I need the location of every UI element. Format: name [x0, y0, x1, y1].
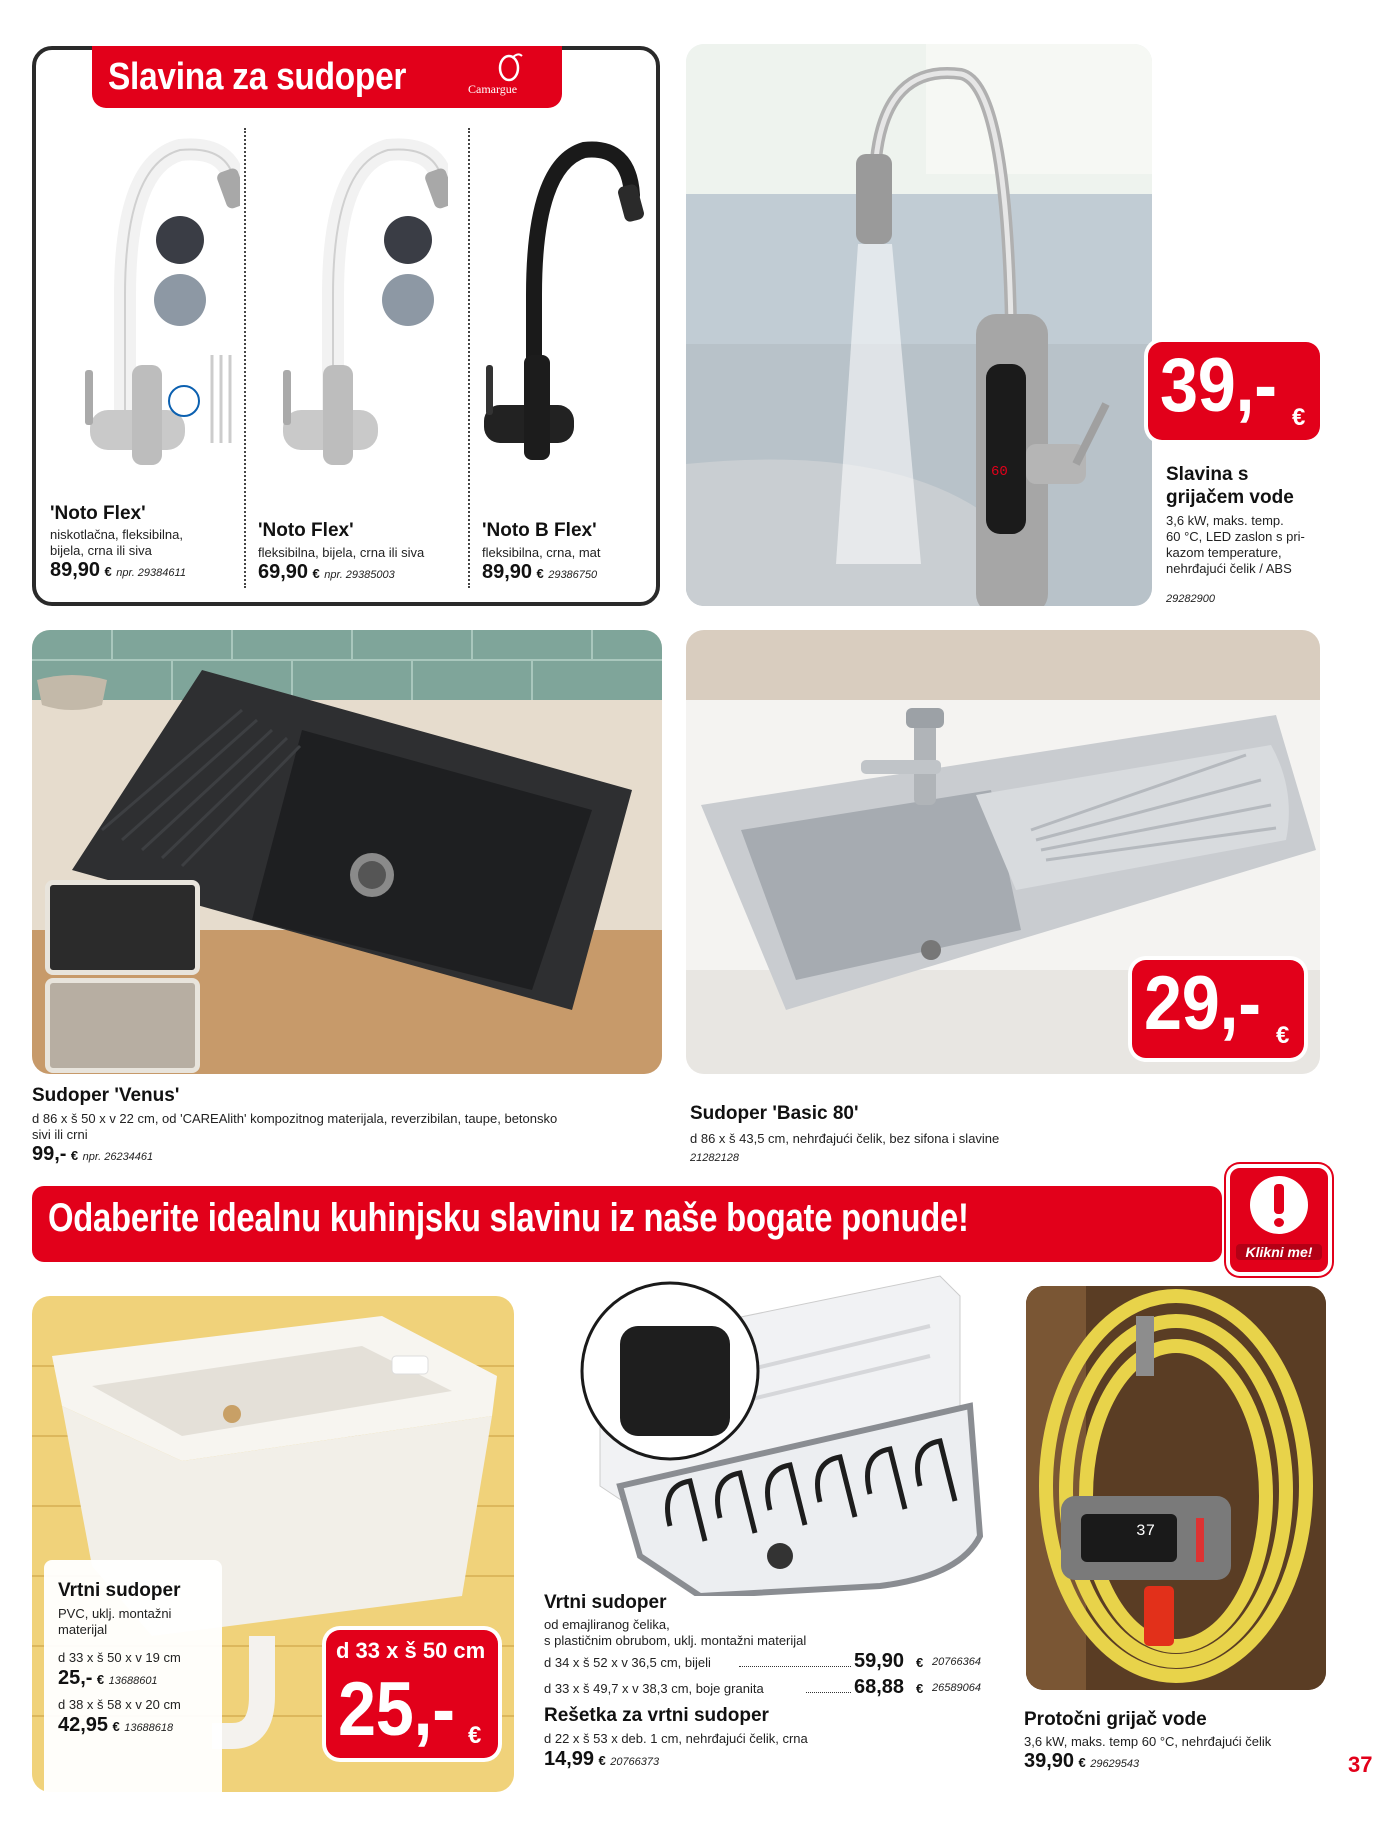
basic80-desc: d 86 x š 43,5 cm, nehrđajući čelik, bez sifona i slavine	[690, 1131, 1000, 1146]
basic80-name: Sudoper 'Basic 80'	[690, 1103, 859, 1124]
enamel-v1-price: 59,90	[854, 1650, 905, 1672]
faucet-3-price-row	[482, 561, 597, 584]
grid-name: Rešetka za vrtni sudoper	[544, 1705, 769, 1726]
enamel-v2-price: 68,88	[854, 1676, 905, 1698]
klikni-me-button[interactable]	[1226, 1164, 1332, 1276]
faucet-3-price: 89,90	[482, 561, 533, 583]
heater-desc-1: 3,6 kW, maks. temp.	[1166, 513, 1284, 528]
venus-sink-variant-taupe	[45, 978, 200, 1073]
faucet-white-2-image	[258, 125, 448, 465]
heater-desc-2: 60 °C, LED zaslon s pri-	[1166, 529, 1305, 544]
venus-currency: €	[70, 1148, 79, 1163]
faucet-1-name: 'Noto Flex'	[50, 503, 146, 524]
pvc-badge-currency: €	[468, 1722, 482, 1749]
faucet-2-desc-1: fleksibilna, bijela, crna ili siva	[258, 545, 425, 560]
enamel-name: Vrtni sudoper	[544, 1592, 667, 1613]
faucet-2-currency: €	[312, 566, 320, 581]
venus-price: 99,-	[32, 1143, 67, 1165]
faucet-3-art: 29386750	[548, 569, 598, 581]
pvc-v1-currency: €	[96, 1672, 105, 1687]
venus-name: Sudoper 'Venus'	[32, 1085, 180, 1106]
flow-heater-name: Protočni grijač vode	[1024, 1709, 1207, 1730]
camargue-brand-text: Camargue	[468, 82, 518, 96]
pvc-desc-1: PVC, uklj. montažni	[58, 1606, 172, 1621]
venus-desc-1: d 86 x š 50 x v 22 cm, od 'CAREAlith' kompozitnog materijala, reverzibilan, taupe, betonsko	[32, 1111, 558, 1126]
promo-banner-text: Odaberite idealnu kuhinjsku slavinu iz naše bogate ponude!	[48, 1196, 969, 1240]
flow-heater-desc: 3,6 kW, maks. temp 60 °C, nehrđajući čelik	[1024, 1734, 1272, 1749]
faucet-2-price-row	[258, 561, 395, 584]
faucet-2-name: 'Noto Flex'	[258, 520, 354, 541]
faucet-3-desc-1: fleksibilna, crna, mat	[482, 545, 601, 560]
faucet-2-art: npr. 29385003	[324, 569, 395, 581]
enamel-v1-art: 20766364	[932, 1656, 981, 1668]
enamel-desc-2: s plastičnim obrubom, uklj. montažni materijal	[544, 1633, 807, 1648]
klikni-me-label: Klikni me!	[1236, 1244, 1322, 1260]
faucet-banner-title: Slavina za sudoper	[108, 56, 407, 98]
enamel-v1-row	[544, 1650, 1004, 1672]
grid-art: 20766373	[610, 1756, 660, 1768]
basic80-badge-currency: €	[1276, 1022, 1290, 1049]
flow-heater-currency: €	[1078, 1755, 1086, 1770]
heater-faucet-photo	[686, 44, 1152, 606]
enamel-v2-dims: d 33 x š 49,7 x v 38,3 cm, boje granita	[544, 1681, 764, 1696]
enamel-v2-row	[544, 1676, 1004, 1698]
grid-price: 14,99	[544, 1748, 595, 1770]
pvc-v2-dims: d 38 x š 58 x v 20 cm	[58, 1697, 181, 1712]
pvc-v1-dims: d 33 x š 50 x v 19 cm	[58, 1650, 181, 1665]
flow-heater-price: 39,90	[1024, 1750, 1075, 1772]
faucet-2-price: 69,90	[258, 561, 309, 583]
venus-sink-variant-black	[45, 880, 200, 975]
pvc-name: Vrtni sudoper	[58, 1580, 181, 1601]
faucet-1-desc-2: bijela, crna ili siva	[50, 543, 152, 558]
pvc-v2-art: 13688618	[124, 1722, 174, 1734]
pvc-v2-price-row	[58, 1714, 173, 1737]
faucet-3-currency: €	[536, 566, 544, 581]
heater-badge-price: 39,-	[1160, 343, 1277, 428]
faucet-1-price: 89,90	[50, 559, 101, 581]
enamel-v2-art: 26589064	[932, 1682, 981, 1694]
grid-currency: €	[598, 1753, 606, 1768]
enamel-desc-1: od emajliranog čelika,	[544, 1617, 670, 1632]
enamel-v1-dims: d 34 x š 52 x v 36,5 cm, bijeli	[544, 1655, 711, 1670]
pvc-v1-art: 13688601	[108, 1675, 158, 1687]
low-pressure-badge-icon	[168, 385, 200, 417]
faucet-divider-1	[244, 128, 246, 588]
heater-art: 29282900	[1166, 593, 1215, 605]
heater-desc-3: kazom temperature,	[1166, 545, 1282, 560]
pvc-v2-currency: €	[112, 1719, 120, 1734]
heater-badge-currency: €	[1292, 404, 1306, 431]
flow-heater-photo	[1026, 1286, 1326, 1690]
pvc-desc-2: materijal	[58, 1622, 108, 1637]
heater-desc-4: nehrđajući čelik / ABS	[1166, 561, 1292, 576]
pvc-v1-price: 25,-	[58, 1667, 93, 1689]
pvc-v1-price-row	[58, 1667, 158, 1690]
venus-price-row	[32, 1143, 153, 1166]
pvc-v2-price: 42,95	[58, 1714, 109, 1736]
enamel-garden-sink-image	[580, 1256, 1000, 1596]
grid-price-row	[544, 1748, 659, 1771]
pvc-badge-dims: d 33 x š 50 cm	[336, 1638, 486, 1663]
page-number: 37	[1348, 1752, 1373, 1777]
heater-name-1: Slavina s	[1166, 464, 1249, 485]
venus-desc-2: sivi ili crni	[32, 1127, 88, 1142]
basic80-badge-price: 29,-	[1144, 961, 1261, 1046]
heater-name-2: grijačem vode	[1166, 487, 1294, 508]
grid-desc: d 22 x š 53 x deb. 1 cm, nehrđajući čelik, crna	[544, 1731, 808, 1746]
exclamation-icon	[1250, 1176, 1308, 1234]
hoses-image	[207, 355, 239, 445]
heater-display: 60	[991, 464, 1008, 480]
faucet-1-art: npr. 29384611	[116, 567, 186, 579]
faucet-1-desc-1: niskotlačna, fleksibilna,	[50, 527, 183, 542]
flow-heater-display: 37	[1136, 1522, 1156, 1540]
enamel-v2-currency: €	[916, 1681, 924, 1696]
enamel-v1-currency: €	[916, 1655, 924, 1670]
pvc-badge-price: 25,-	[338, 1667, 455, 1752]
flow-heater-price-row	[1024, 1750, 1139, 1773]
faucet-1-currency: €	[104, 564, 112, 579]
faucet-1-price-row	[50, 559, 186, 582]
venus-art: npr. 26234461	[82, 1151, 154, 1163]
flow-heater-art: 29629543	[1090, 1758, 1140, 1770]
basic80-art: 21282128	[690, 1152, 739, 1164]
faucet-3-name: 'Noto B Flex'	[482, 520, 597, 541]
faucet-black-image	[464, 125, 644, 465]
